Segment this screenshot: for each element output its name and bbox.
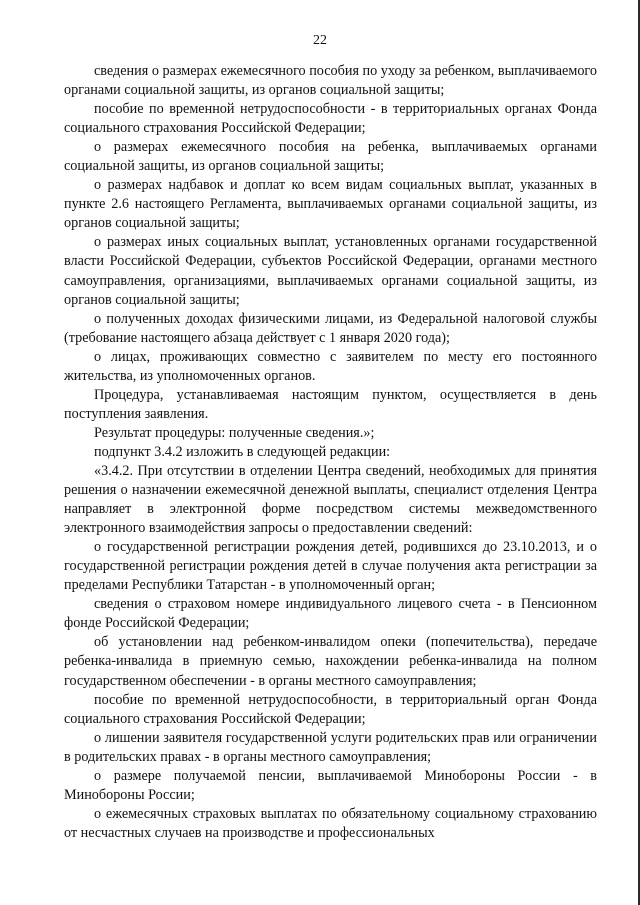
paragraph: «3.4.2. При отсутствии в отделении Центра сведений, необходимых для принятия решения о назначении ежемесячной денежной выплаты, специалист отделения Центра направляет в электронной форме посредством системы межведомственного электронного взаимодействия запросы о предоставлении сведений: xyxy=(64,462,597,537)
paragraph: об установлении над ребенком-инвалидом опеки (попечительства), передаче ребенка-инвалида в приемную семью, нахождении ребенка-инвалида на полном государственном обеспечении - в органы местного самоуправления; xyxy=(64,634,597,689)
paragraph: о государственной регистрации рождения детей, родившихся до 23.10.2013, и о государственной регистрации рождения детей в случае получения акта регистрации за пределами Республики Татарстан - в уполномоченный орган; xyxy=(64,539,597,594)
paragraph: пособие по временной нетрудоспособности, в территориальный орган Фонда социального страхования Российской Федерации; xyxy=(64,691,597,727)
paragraph: о полученных доходах физическими лицами, из Федеральной налоговой службы (требование настоящего абзаца действует с 1 января 2020 года); xyxy=(64,310,597,346)
paragraph: о размерах надбавок и доплат ко всем видам социальных выплат, указанных в пункте 2.6 настоящего Регламента, выплачиваемых органами социальной защиты, из органов социальной защиты; xyxy=(64,177,597,232)
paragraph: о размерах иных социальных выплат, установленных органами государственной власти Российской Федерации, субъектов Российской Федерации, органами местного самоуправления, организациями, выплачиваемых органами социальной защиты, из органов социальной защиты; xyxy=(64,234,597,308)
paragraph: сведения о размерах ежемесячного пособия по уходу за ребенком, выплачиваемого органами социальной защиты, из органов социальной защиты; xyxy=(64,63,597,99)
paragraph: Результат процедуры: полученные сведения.»; xyxy=(94,424,375,441)
paragraph: сведения о страховом номере индивидуального лицевого счета - в Пенсионном фонде Российской Федерации; xyxy=(64,596,597,632)
paragraph: о размере получаемой пенсии, выплачиваемой Минобороны России - в Минобороны России; xyxy=(64,767,597,803)
paragraph: подпункт 3.4.2 изложить в следующей редакции: xyxy=(94,443,391,460)
paragraph: о ежемесячных страховых выплатах по обязательному социальному страхованию от несчастных случаев на производстве и профессиональных xyxy=(64,805,597,841)
paragraph: о лишении заявителя государственной услуги родительских прав или ограничении в родительских правах - в органы местного самоуправления; xyxy=(64,729,597,765)
paragraph: пособие по временной нетрудоспособности - в территориальных органах Фонда социального страхования Российской Федерации; xyxy=(64,101,597,137)
paragraph: о лицах, проживающих совместно с заявителем по месту его постоянного жительства, из уполномоченных органов. xyxy=(64,348,597,384)
page-number: 22 xyxy=(313,33,327,48)
paragraph: о размерах ежемесячного пособия на ребенка, выплачиваемых органами социальной защиты, из органов социальной защиты; xyxy=(64,139,597,175)
paragraph: Процедура, устанавливаемая настоящим пунктом, осуществляется в день поступления заявления. xyxy=(64,386,597,422)
document-body xyxy=(64,62,597,843)
